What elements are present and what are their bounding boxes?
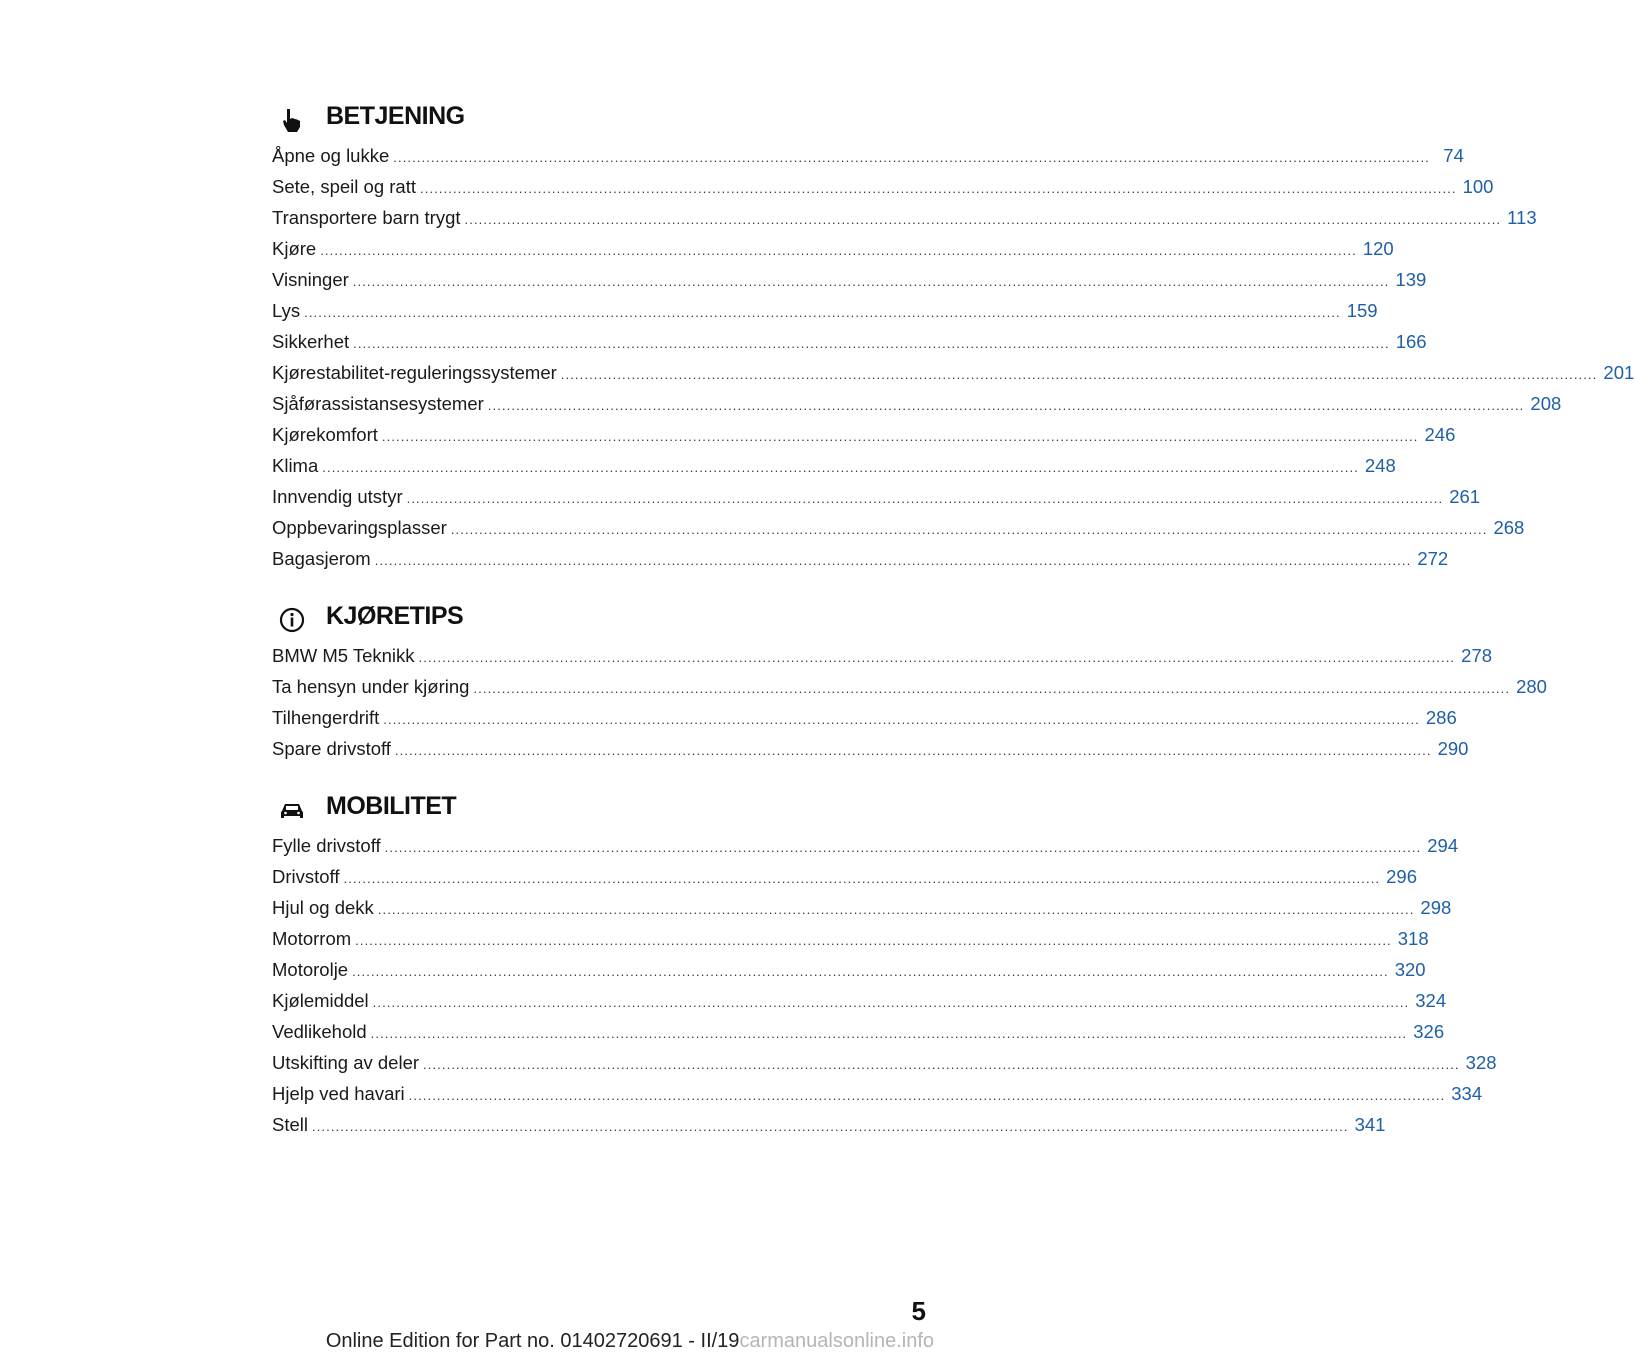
dot-leader: ............................................................................................................................................................................................................................ — [355, 933, 1392, 948]
toc-entry-page-link[interactable]: 246 — [1424, 424, 1456, 445]
page-number: 5 — [911, 1296, 926, 1326]
toc-entry-page-link[interactable]: 278 — [1461, 645, 1493, 666]
section-title: KJØRETIPS — [326, 602, 464, 630]
toc-entry-label[interactable]: Kjølemiddel — [272, 990, 369, 1011]
dot-leader: ............................................................................................................................................................................................................................ — [320, 243, 1357, 258]
toc-entry-page-link[interactable]: 261 — [1449, 486, 1481, 507]
section-header — [272, 100, 928, 140]
dot-leader: ............................................................................................................................................................................................................................ — [473, 681, 1511, 696]
dot-leader: ............................................................................................................................................................................................................................ — [322, 460, 1359, 475]
toc-entry-label[interactable]: Vedlikehold — [272, 1021, 367, 1042]
toc-entry-page-link[interactable]: 166 — [1395, 331, 1427, 352]
toc-entry-page-link[interactable]: 139 — [1395, 269, 1427, 290]
toc-entry[interactable] — [272, 892, 1452, 923]
toc-entry-label[interactable]: Transportere barn trygt — [272, 207, 461, 228]
section-header — [272, 600, 928, 640]
dot-leader: ............................................................................................................................................................................................................................ — [374, 553, 1412, 568]
section-kjoretips — [272, 600, 1547, 764]
dot-leader: ............................................................................................................................................................................................................................ — [384, 840, 1422, 855]
toc-entry[interactable] — [272, 702, 1457, 733]
toc-entry-page-link[interactable]: 120 — [1362, 238, 1394, 259]
hand-pointer-icon — [278, 106, 306, 134]
dot-leader: ............................................................................................................................................................................................................................ — [377, 902, 1415, 917]
dot-leader: ............................................................................................................................................................................................................................ — [343, 871, 1381, 886]
toc-entry[interactable] — [272, 450, 1396, 481]
dot-leader: ............................................................................................................................................................................................................................ — [370, 1026, 1408, 1041]
toc-entry-label[interactable]: Kjørestabilitet-reguleringssystemer — [272, 362, 557, 383]
toc-entry-label[interactable]: Spare drivstoff — [272, 738, 391, 759]
toc-entry[interactable] — [272, 830, 1459, 861]
watermark-text: carmanualsonline.info — [739, 1330, 934, 1352]
toc-entry[interactable] — [272, 326, 1427, 357]
toc-entry-label[interactable]: Fylle drivstoff — [272, 835, 381, 856]
toc-entry-label[interactable]: Visninger — [272, 269, 349, 290]
dot-leader: ............................................................................................................................................................................................................................ — [418, 650, 1456, 665]
toc-entry-page-link[interactable]: 159 — [1346, 300, 1378, 321]
dot-leader: ............................................................................................................................................................................................................................ — [487, 398, 1525, 413]
toc-entry-label[interactable]: Utskifting av deler — [272, 1052, 420, 1073]
dot-leader: ............................................................................................................................................................................................................................ — [383, 712, 1420, 727]
dot-leader: ............................................................................................................................................................................................................................ — [419, 181, 1457, 196]
car-front-icon — [278, 796, 306, 824]
section-title: BETJENING — [326, 102, 465, 130]
dot-leader: ............................................................................................................................................................................................................................ — [353, 336, 1390, 351]
toc-entry-label[interactable]: Bagasjerom — [272, 548, 371, 569]
toc-entry[interactable] — [272, 1078, 1483, 1109]
toc-entry-label[interactable]: Hjelp ved havari — [272, 1083, 405, 1104]
toc-entry-page-link[interactable]: 286 — [1425, 707, 1457, 728]
dot-leader: ............................................................................................................................................................................................................................ — [464, 212, 1502, 227]
toc-entry-label[interactable]: Kjøre — [272, 238, 317, 259]
toc-entry-label[interactable]: Hjul og dekk — [272, 897, 374, 918]
toc-entry-list — [272, 140, 1634, 574]
toc-entry[interactable] — [272, 1109, 1386, 1140]
toc-entry-page-link[interactable]: 201 — [1603, 362, 1634, 383]
toc-entry-label[interactable]: Motorrom — [272, 928, 352, 949]
toc-entry[interactable] — [272, 640, 1493, 671]
toc-entry[interactable] — [272, 861, 1417, 892]
section-mobilitet — [272, 790, 1497, 1140]
dot-leader: ............................................................................................................................................................................................................................ — [372, 995, 1410, 1010]
toc-entry-label[interactable]: Oppbevaringsplasser — [272, 517, 447, 538]
toc-entry[interactable] — [272, 233, 1394, 264]
dot-leader: ............................................................................................................................................................................................................................ — [393, 150, 1430, 165]
toc-entry-page-link[interactable]: 296 — [1386, 866, 1417, 887]
toc-entry-label[interactable]: Motorolje — [272, 959, 349, 980]
toc-entry-page-link[interactable]: 208 — [1530, 393, 1562, 414]
toc-entry-label[interactable]: Sete, speil og ratt — [272, 176, 416, 197]
toc-entry-page-link[interactable]: 294 — [1427, 835, 1459, 856]
toc-entry-page-link[interactable]: 341 — [1354, 1114, 1386, 1135]
toc-entry[interactable] — [272, 954, 1426, 985]
section-header — [272, 790, 928, 830]
toc-entry[interactable] — [272, 264, 1427, 295]
toc-entry-page-link[interactable]: 318 — [1397, 928, 1429, 949]
dot-leader: ............................................................................................................................................................................................................................ — [312, 1119, 1349, 1134]
toc-entry-page-link[interactable]: 100 — [1462, 176, 1494, 197]
toc-entry-label[interactable]: Klima — [272, 455, 319, 476]
toc-entry-page-link[interactable]: 324 — [1415, 990, 1447, 1011]
dot-leader: ............................................................................................................................................................................................................................ — [381, 429, 1419, 444]
toc-entry[interactable] — [272, 481, 1481, 512]
toc-entry-page-link[interactable]: 272 — [1417, 548, 1449, 569]
toc-entry-label[interactable]: Sjåførassistansesystemer — [272, 393, 484, 414]
dot-leader: ............................................................................................................................................................................................................................ — [450, 522, 1488, 537]
edition-text: Online Edition for Part no. 01402720691 - II/19 — [325, 1330, 740, 1352]
toc-entry[interactable] — [272, 140, 1464, 171]
section-title: MOBILITET — [326, 792, 457, 820]
dot-leader: ............................................................................................................................................................................................................................ — [423, 1057, 1460, 1072]
toc-entry-page-link[interactable]: 113 — [1507, 207, 1537, 228]
info-circle-icon — [278, 606, 306, 634]
toc-entry[interactable] — [272, 1016, 1445, 1047]
toc-entry[interactable] — [272, 171, 1494, 202]
dot-leader: ............................................................................................................................................................................................................................ — [394, 743, 1432, 758]
toc-entry-page-link[interactable]: 248 — [1364, 455, 1396, 476]
toc-entry-page-link[interactable]: 280 — [1516, 676, 1547, 697]
section-betjening — [272, 100, 1634, 574]
dot-leader: ............................................................................................................................................................................................................................ — [406, 491, 1444, 506]
toc-entry[interactable] — [272, 202, 1537, 233]
toc-entry[interactable] — [272, 543, 1449, 574]
toc-entry[interactable] — [272, 733, 1469, 764]
toc-entry[interactable] — [272, 512, 1525, 543]
toc-entry-list — [272, 640, 1547, 764]
dot-leader: ............................................................................................................................................................................................................................ — [408, 1088, 1446, 1103]
toc-entry[interactable] — [272, 388, 1562, 419]
toc-entry[interactable] — [272, 1047, 1497, 1078]
dot-leader: ............................................................................................................................................................................................................................ — [304, 305, 1341, 320]
toc-entry-label[interactable]: Lys — [272, 300, 301, 321]
footer — [0, 1330, 960, 1353]
toc-entry-label[interactable]: Åpne og lukke — [272, 145, 390, 166]
toc-entry-list — [272, 830, 1497, 1140]
dot-leader: ............................................................................................................................................................................................................................ — [352, 274, 1390, 289]
toc-entry[interactable] — [272, 295, 1378, 326]
toc-entry-label[interactable]: Sikkerhet — [272, 331, 350, 352]
toc-entry-label[interactable]: BMW M5 Teknikk — [272, 645, 415, 666]
toc-entry-page-link[interactable]: 334 — [1451, 1083, 1483, 1104]
toc-entry-page-link[interactable]: 290 — [1437, 738, 1469, 759]
toc-entry-page-link[interactable]: 298 — [1420, 897, 1452, 918]
dot-leader: ............................................................................................................................................................................................................................ — [560, 367, 1598, 382]
toc-entry[interactable] — [272, 419, 1456, 450]
toc-entry[interactable] — [272, 357, 1634, 388]
toc-entry-page-link[interactable]: 326 — [1413, 1021, 1445, 1042]
toc-entry-label[interactable]: Kjørekomfort — [272, 424, 378, 445]
toc-entry-label[interactable]: Drivstoff — [272, 866, 340, 887]
toc-entry[interactable] — [272, 671, 1547, 702]
toc-entry[interactable] — [272, 923, 1429, 954]
toc-entry-page-link[interactable]: 268 — [1493, 517, 1525, 538]
toc-entry-page-link[interactable]: 328 — [1465, 1052, 1497, 1073]
toc-entry-label[interactable]: Tilhengerdrift — [272, 707, 380, 728]
toc-entry-page-link[interactable]: 74 — [1443, 145, 1464, 166]
toc-entry[interactable] — [272, 985, 1447, 1016]
toc-entry-label[interactable]: Stell — [272, 1114, 308, 1135]
toc-entry-page-link[interactable]: 320 — [1394, 959, 1426, 980]
dot-leader: ............................................................................................................................................................................................................................ — [352, 964, 1389, 979]
toc-entry-label[interactable]: Ta hensyn under kjøring — [272, 676, 470, 697]
toc-entry-label[interactable]: Innvendig utstyr — [272, 486, 403, 507]
